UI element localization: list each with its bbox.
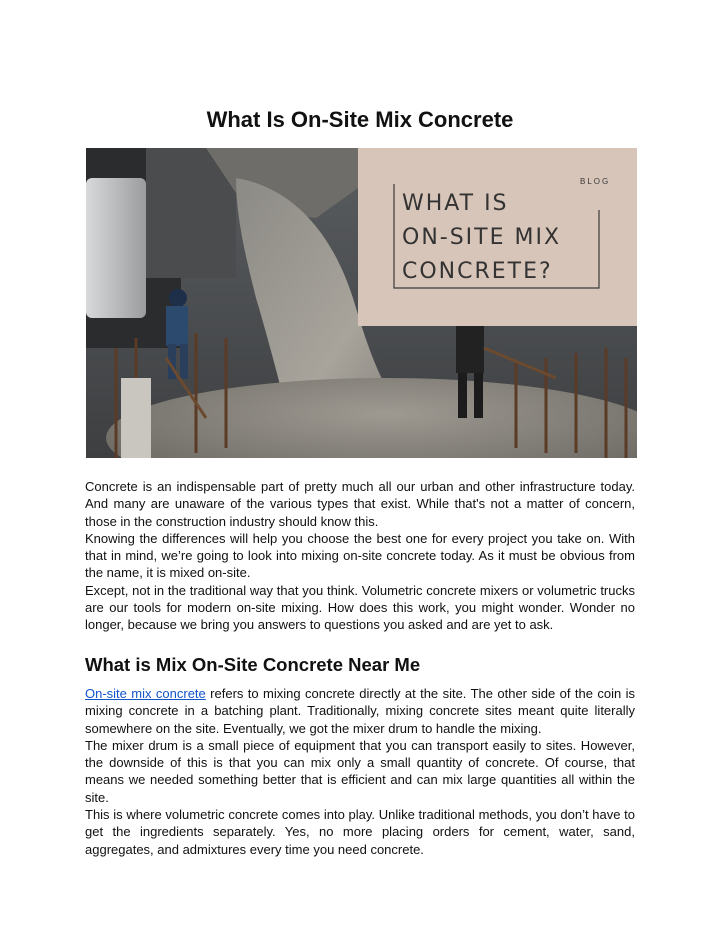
intro-paragraph-1: Concrete is an indispensable part of pretty much all our urban and other infrastructure today. And many are unaware of the various types that exist. While that's not a matter of concern, those in the construction industry should know this. xyxy=(85,479,635,529)
section-paragraph-1-rest: refers to mixing concrete directly at the site. The other side of the coin is mixing concrete in a batching plant. Traditionally, mixing concrete sites meant quite literally somewhere on the site. Eventually, we got the mixer drum to handle the mixing. xyxy=(85,686,635,736)
section-paragraph-3: This is where volumetric concrete comes into play. Unlike traditional methods, you don’t have to get the ingredients separately. Yes, no more placing orders for cement, water, sand, aggregates, and admixtures every time you need concrete. xyxy=(85,807,635,857)
hero-heading-line-3: CONCRETE? xyxy=(402,259,553,284)
on-site-mix-concrete-link[interactable]: On-site mix concrete xyxy=(85,686,206,701)
blog-tag: BLOG xyxy=(580,177,611,186)
section-body xyxy=(85,685,635,858)
section-heading: What is Mix On-Site Concrete Near Me xyxy=(85,654,421,675)
intro-paragraph-3: Except, not in the traditional way that you think. Volumetric concrete mixers or volumetric trucks are our tools for modern on-site mixing. How does this work, you might wonder. Wonder no longer, because we bring you answers to questions you asked and are yet to ask. xyxy=(85,582,635,633)
hero-image xyxy=(86,148,637,458)
hero-heading-line-2: ON-SITE MIX xyxy=(402,225,562,250)
page-title: What Is On-Site Mix Concrete xyxy=(206,107,514,132)
intro-paragraph-2: Knowing the differences will help you choose the best one for every project you take on. With that in mind, we’re going to look into mixing on-site concrete today. As it must be obvious from the name, it is mixed on-site. xyxy=(85,530,635,581)
intro-section xyxy=(85,478,635,634)
hero-heading-line-1: WHAT IS xyxy=(402,191,509,216)
section-paragraph-1 xyxy=(85,685,635,737)
section-paragraph-2: The mixer drum is a small piece of equipment that you can transport easily to sites. However, the downside of this is that you can mix only a small quantity of concrete. Of course, that means we needed something better that is efficient and can mix large quantities all within the site. xyxy=(85,737,635,805)
